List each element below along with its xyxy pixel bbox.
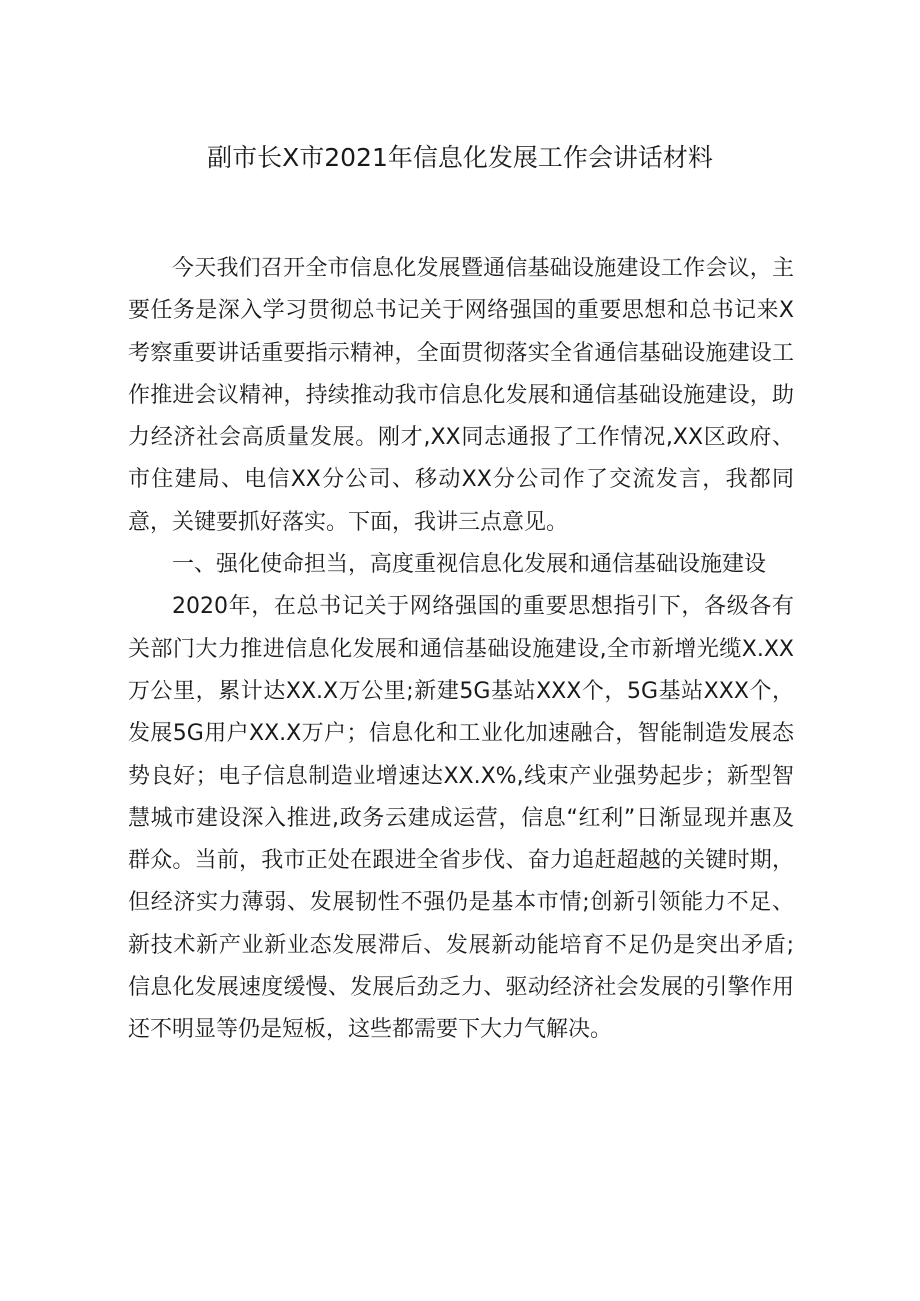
document-body	[128, 248, 794, 1052]
paragraph-intro: 今天我们召开全市信息化发展暨通信基础设施建设工作会议，主要任务是深入学习贯彻总书记关于网络强国的重要思想和总书记来X考察重要讲话重要指示精神，全面贯彻落实全省通信基础设施建设工作推进会议精神，持续推动我市信息化发展和通信基础设施建设，助力经济社会高质量发展。刚才,XX同志通报了工作情况,XX区政府、市住建局、电信XX分公司、移动XX分公司作了交流发言，我都同意，关键要抓好落实。下面，我讲三点意见。	[128, 256, 794, 535]
section-heading-1: 一、强化使命担当，高度重视信息化发展和通信基础设施建设	[172, 552, 767, 578]
paragraph-section-1: 2020年，在总书记关于网络强国的重要思想指引下，各级各有关部门大力推进信息化发展和通信基础设施建设,全市新增光缆X.XX万公里，累计达XX.X万公里;新建5G基站XXX个，5G基站XXX个，发展5G用户XX.X万户；信息化和工业化加速融合，智能制造发展态势良好；电子信息制造业增速达XX.X%,线束产业强势起步；新型智慧城市建设深入推进,政务云建成运营，信息“红利”日渐显现并惠及群众。当前，我市正处在跟进全省步伐、奋力追赶超越的关键时期，但经济实力薄弱、发展韧性不强仍是基本市情;创新引领能力不足、新技术新产业新业态发展滞后、发展新动能培育不足仍是突出矛盾;信息化发展速度缓慢、发展后劲乏力、驱动经济社会发展的引擎作用还不明显等仍是短板，这些都需要下大力气解决。	[128, 594, 794, 1043]
document-title: 副市长X市2021年信息化发展工作会讲话材料	[207, 143, 713, 172]
